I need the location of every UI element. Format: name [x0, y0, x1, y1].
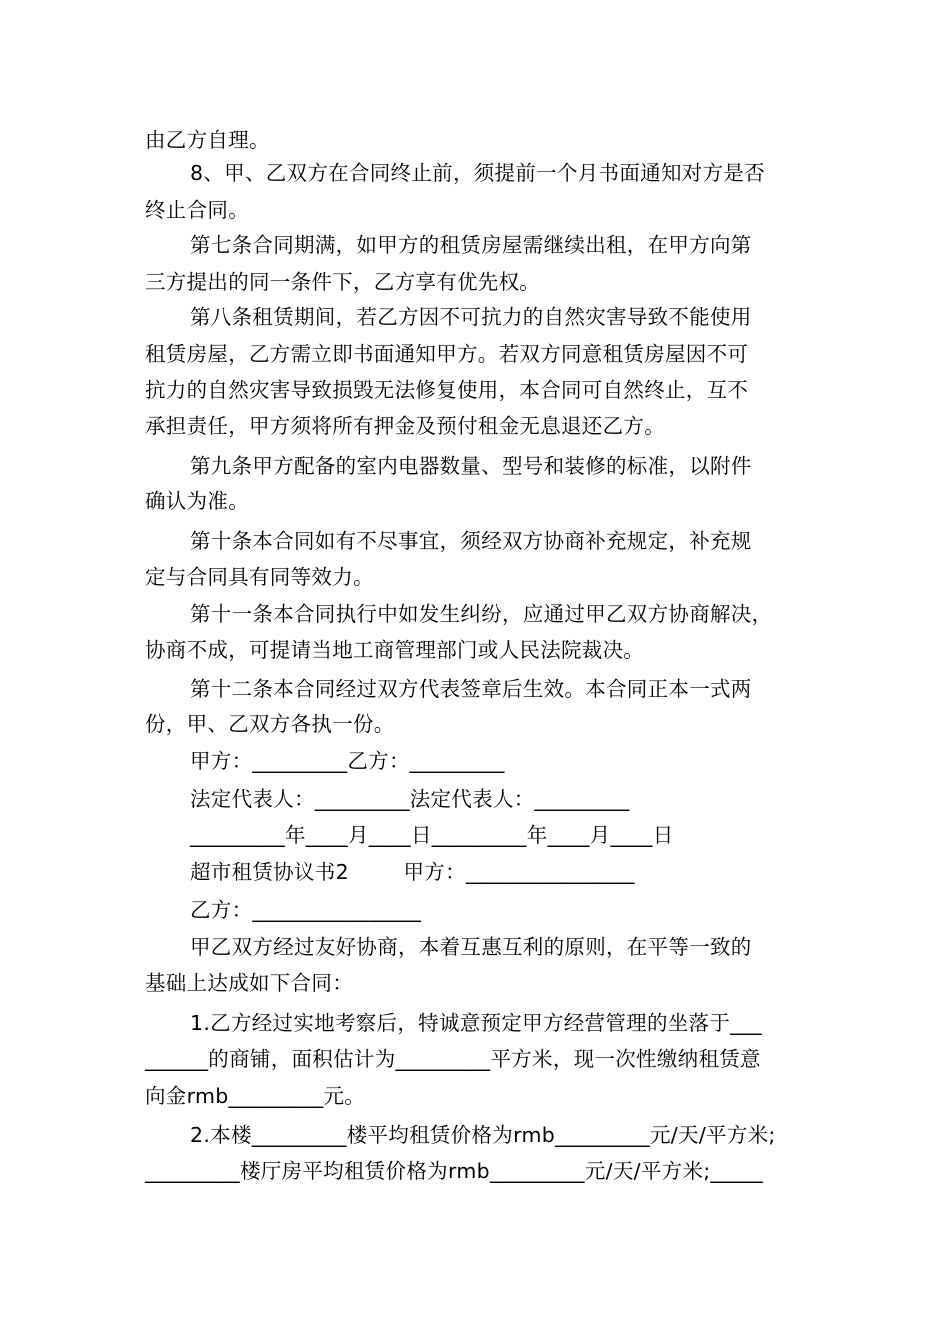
text-line: 承担责任，甲方须将所有押金及预付租金无息退还乙方。: [145, 414, 665, 438]
text-line: 租赁房屋，乙方需立即书面通知甲方。若双方同意租赁房屋因不可: [145, 342, 749, 366]
text-line: 协商不成，可提请当地工商管理部门或人民法院裁决。: [145, 638, 645, 662]
text-line: 终止合同。: [145, 198, 249, 222]
date-line: _________年____月____日_________年____月____日: [190, 823, 674, 847]
signature-line: 法定代表人：_________法定代表人：_________: [190, 787, 630, 811]
text-line: 定与合同具有同等效力。: [145, 565, 374, 589]
text-line: 三方提出的同一条件下，乙方享有优先权。: [145, 270, 541, 294]
text-line: 由乙方自理。: [145, 128, 270, 152]
text-line: 确认为准。: [145, 489, 249, 513]
text-line: 1.乙方经过实地考察后，特诚意预定甲方经营管理的坐落于___: [190, 1011, 762, 1035]
text-line: 第七条合同期满，如甲方的租赁房屋需继续出租，在甲方向第: [190, 233, 752, 257]
text-line: 第十条本合同如有不尽事宜，须经双方协商补充规定，补充规: [190, 529, 752, 553]
text-line: 基础上达成如下合同：: [145, 971, 353, 995]
text-line: 甲乙双方经过友好协商，本着互惠互利的原则，在平等一致的: [190, 935, 752, 959]
text-line: 向金rmb_________元。: [145, 1084, 366, 1108]
text-line: 份，甲、乙双方各执一份。: [145, 712, 395, 736]
text-line: 第八条租赁期间，若乙方因不可抗力的自然灾害导致不能使用: [190, 305, 752, 329]
text-line: 第十一条本合同执行中如发生纠纷，应通过甲乙双方协商解决，: [190, 602, 773, 626]
text-line: 2.本楼_________楼平均租赁价格为rmb_________元/天/平方米;: [190, 1123, 776, 1147]
signature-line: 乙方：________________: [190, 898, 422, 922]
text-line: _________楼厅房平均租赁价格为rmb_________元/天/平方米;_____: [145, 1159, 764, 1183]
text-line: 抗力的自然灾害导致损毁无法修复使用，本合同可自然终止，互不: [145, 378, 749, 402]
signature-line: 甲方：_________乙方：_________: [190, 749, 505, 773]
section-title: 超市租赁协议书2 甲方：________________: [190, 860, 635, 884]
text-line: 第九条甲方配备的室内电器数量、型号和装修的标准，以附件: [190, 454, 752, 478]
text-line: ______的商铺，面积估计为_________平方米，现一次性缴纳租赁意: [145, 1047, 761, 1071]
text-line: 第十二条本合同经过双方代表签章后生效。本合同正本一式两: [190, 677, 752, 701]
text-line: 8、甲、乙双方在合同终止前，须提前一个月书面通知对方是否: [190, 161, 765, 185]
